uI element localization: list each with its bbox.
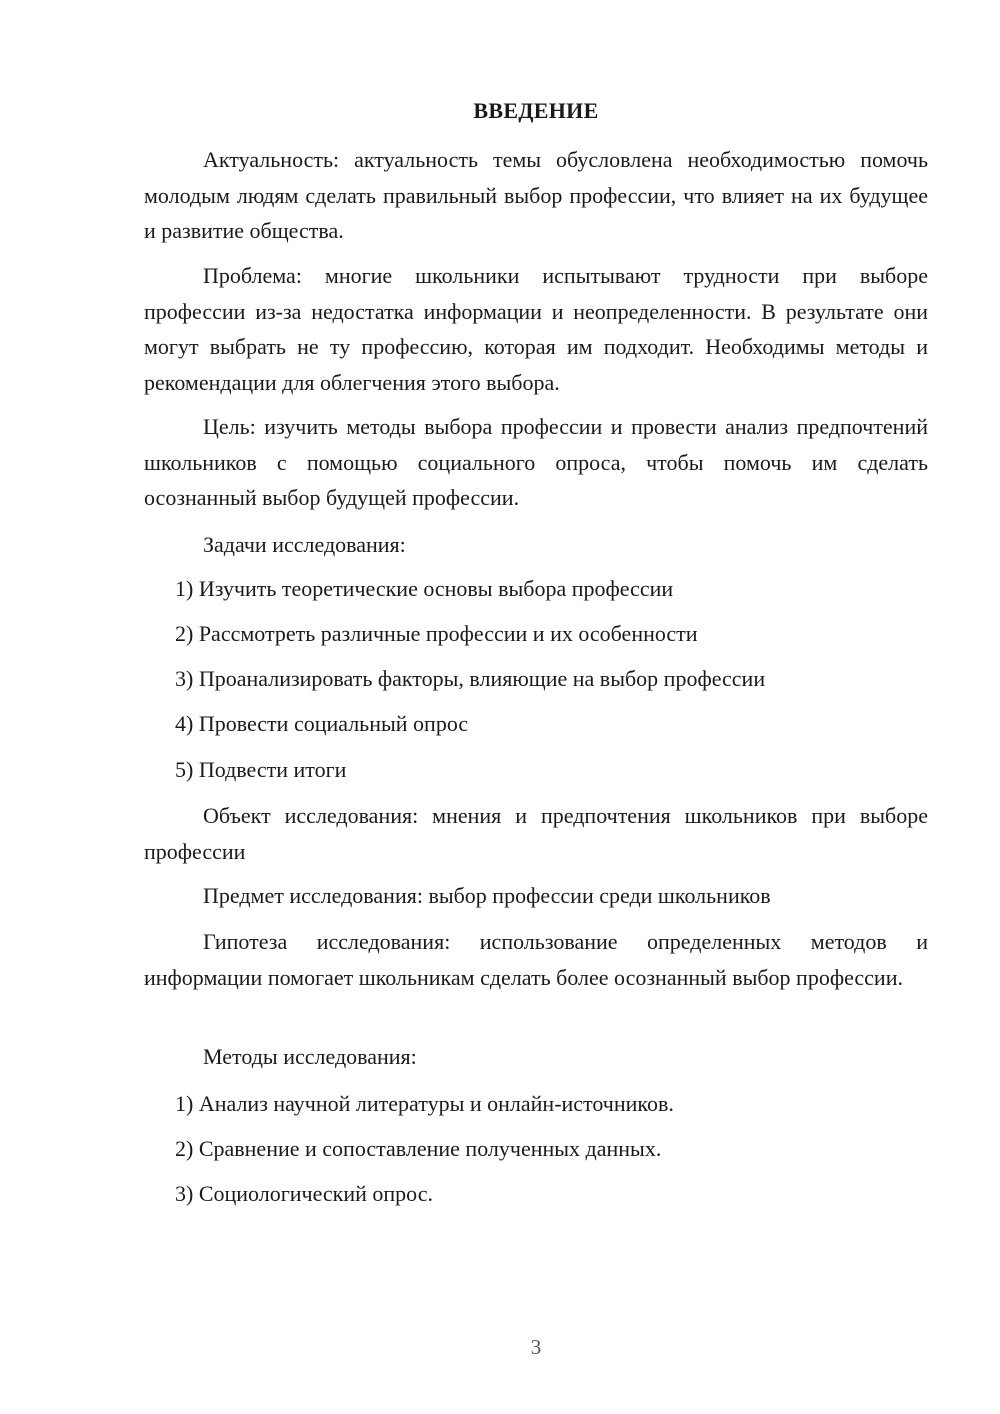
task-item-2: 2) Рассмотреть различные профессии и их особенности [175,621,698,646]
paragraph-problem: Проблема: многие школьники испытывают трудности при выборе профессии из-за недостатка информации и неопределенности. В результате они могут выбрать не ту профессию, которая им подходит. Необходимы методы и рекомендации для облегчения этого выбора. [144,263,928,395]
page-title: ВВЕДЕНИЕ [473,98,599,123]
task-item-1: 1) Изучить теоретические основы выбора профессии [175,576,674,601]
method-item-3: 3) Социологический опрос. [175,1181,433,1206]
method-item-2: 2) Сравнение и сопоставление полученных данных. [175,1136,662,1161]
paragraph-object: Объект исследования: мнения и предпочтения школьников при выборе профессии [144,803,928,864]
paragraph-hypothesis: Гипотеза исследования: использование определенных методов и информации помогает школьникам сделать более осознанный выбор профессии. [144,929,928,990]
task-item-5: 5) Подвести итоги [175,757,347,782]
page-number: 3 [530,1335,542,1359]
tasks-heading: Задачи исследования: [203,532,406,557]
method-item-1: 1) Анализ научной литературы и онлайн-источников. [175,1091,674,1116]
paragraph-goal: Цель: изучить методы выбора профессии и провести анализ предпочтений школьников с помощью социального опроса, чтобы помочь им сделать осознанный выбор будущей профессии. [144,414,928,510]
paragraph-relevance: Актуальность: актуальность темы обусловлена необходимостью помочь молодым людям сделать правильный выбор профессии, что влияет на их будущее и развитие общества. [144,147,928,243]
task-item-4: 4) Провести социальный опрос [175,711,469,736]
methods-heading: Методы исследования: [203,1044,417,1069]
paragraph-subject: Предмет исследования: выбор профессии среди школьников [203,883,771,908]
task-item-3: 3) Проанализировать факторы, влияющие на выбор профессии [175,666,766,691]
